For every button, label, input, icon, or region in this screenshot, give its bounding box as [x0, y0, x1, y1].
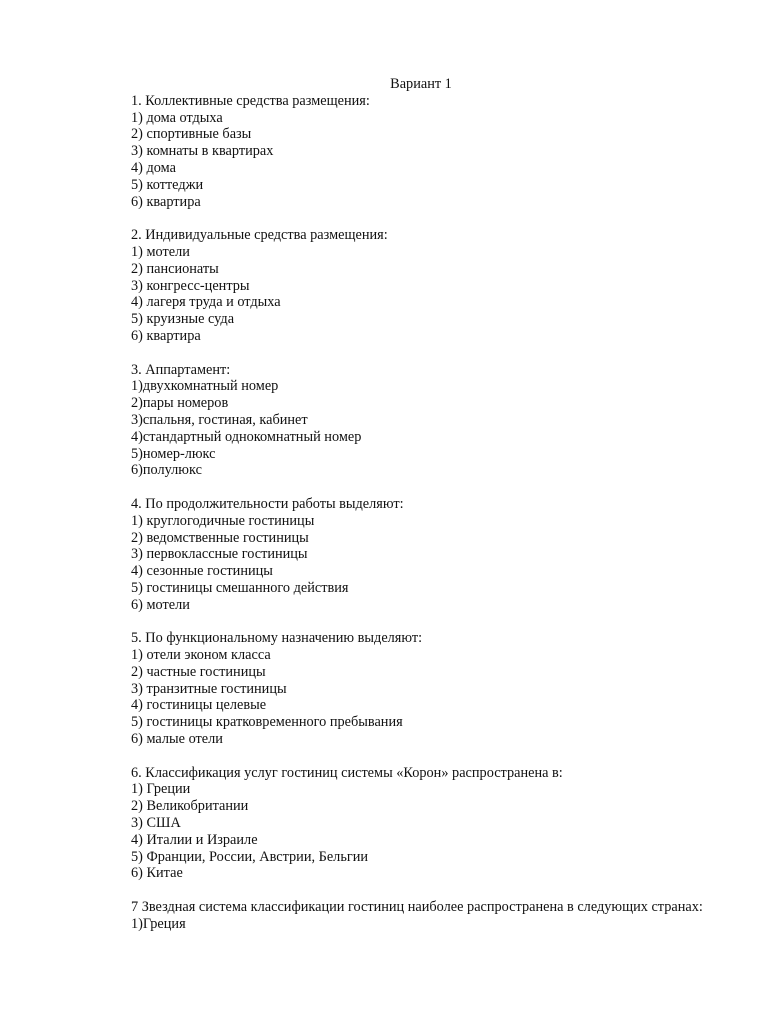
- answer-option: 2) Великобритании: [131, 798, 249, 815]
- answer-option: 3)спальня, гостиная, кабинет: [131, 411, 308, 428]
- answer-option: 1) дома отдыха: [131, 109, 223, 126]
- answer-option: 6) малые отели: [131, 731, 223, 748]
- answer-option: 3) первоклассные гостиницы: [131, 546, 308, 563]
- answer-option: 6) квартира: [131, 327, 201, 344]
- answer-option: 1) мотели: [131, 243, 190, 260]
- question-5: [131, 630, 731, 748]
- answer-option: 4) гостиницы целевые: [131, 697, 267, 714]
- answer-option: 1)двухкомнатный номер: [131, 378, 279, 395]
- question-text: 1. Коллективные средства размещения:: [131, 92, 370, 109]
- answer-option: 4) лагеря труда и отдыха: [131, 294, 281, 311]
- answer-option: 6)полулюкс: [131, 462, 202, 479]
- question-text: 2. Индивидуальные средства размещения:: [131, 227, 388, 244]
- answer-option: 6) мотели: [131, 596, 190, 613]
- answer-option: 2) спортивные базы: [131, 126, 252, 143]
- answer-option: 3) транзитные гостиницы: [131, 680, 287, 697]
- answer-option: 5) гостиницы кратковременного пребывания: [131, 714, 403, 731]
- answer-option: 5) коттеджи: [131, 176, 204, 193]
- question-1: [131, 93, 731, 211]
- answer-option: 5) круизные суда: [131, 311, 235, 328]
- answer-option: 5)номер-люкс: [131, 445, 216, 462]
- question-text: 3. Аппартамент:: [131, 361, 231, 378]
- answer-option: 3) США: [131, 815, 181, 832]
- answer-option: 1) круглогодичные гостиницы: [131, 512, 315, 529]
- question-6: [131, 765, 731, 883]
- answer-option: 3) комнаты в квартирах: [131, 143, 274, 160]
- answer-option: 4) сезонные гостиницы: [131, 563, 273, 580]
- answer-option: 3) конгресс-центры: [131, 277, 250, 294]
- answer-option: 6) квартира: [131, 193, 201, 210]
- answer-option: 2) частные гостиницы: [131, 663, 266, 680]
- answer-option: 5) гостиницы смешанного действия: [131, 579, 349, 596]
- question-text: 4. По продолжительности работы выделяют:: [131, 495, 404, 512]
- answer-option: 1) Греции: [131, 781, 191, 798]
- answer-option: 4)стандартный однокомнатный номер: [131, 428, 362, 445]
- question-text: 6. Классификация услуг гостиниц системы «Корон» распространена в:: [131, 764, 563, 781]
- answer-option: 1) отели эконом класса: [131, 647, 271, 664]
- question-2: [131, 227, 731, 345]
- answer-option: 2) ведомственные гостиницы: [131, 529, 309, 546]
- question-4: [131, 496, 731, 614]
- document-body: [131, 76, 731, 933]
- answer-option: 4) Италии и Израиле: [131, 831, 258, 848]
- answer-option: 2)пары номеров: [131, 395, 229, 412]
- answer-option: 5) Франции, России, Австрии, Бельгии: [131, 848, 369, 865]
- document-title: Вариант 1: [390, 76, 452, 92]
- answer-option: 2) пансионаты: [131, 260, 219, 277]
- question-7: [131, 899, 731, 933]
- answer-option: 4) дома: [131, 159, 176, 176]
- question-text: 7 Звездная система классификации гостиниц наиболее распространена в следующих странах:: [131, 899, 703, 916]
- answer-option: 1)Греция: [131, 915, 186, 932]
- question-text: 5. По функциональному назначению выделяют:: [131, 630, 423, 647]
- question-3: [131, 362, 731, 480]
- answer-option: 6) Китае: [131, 865, 183, 882]
